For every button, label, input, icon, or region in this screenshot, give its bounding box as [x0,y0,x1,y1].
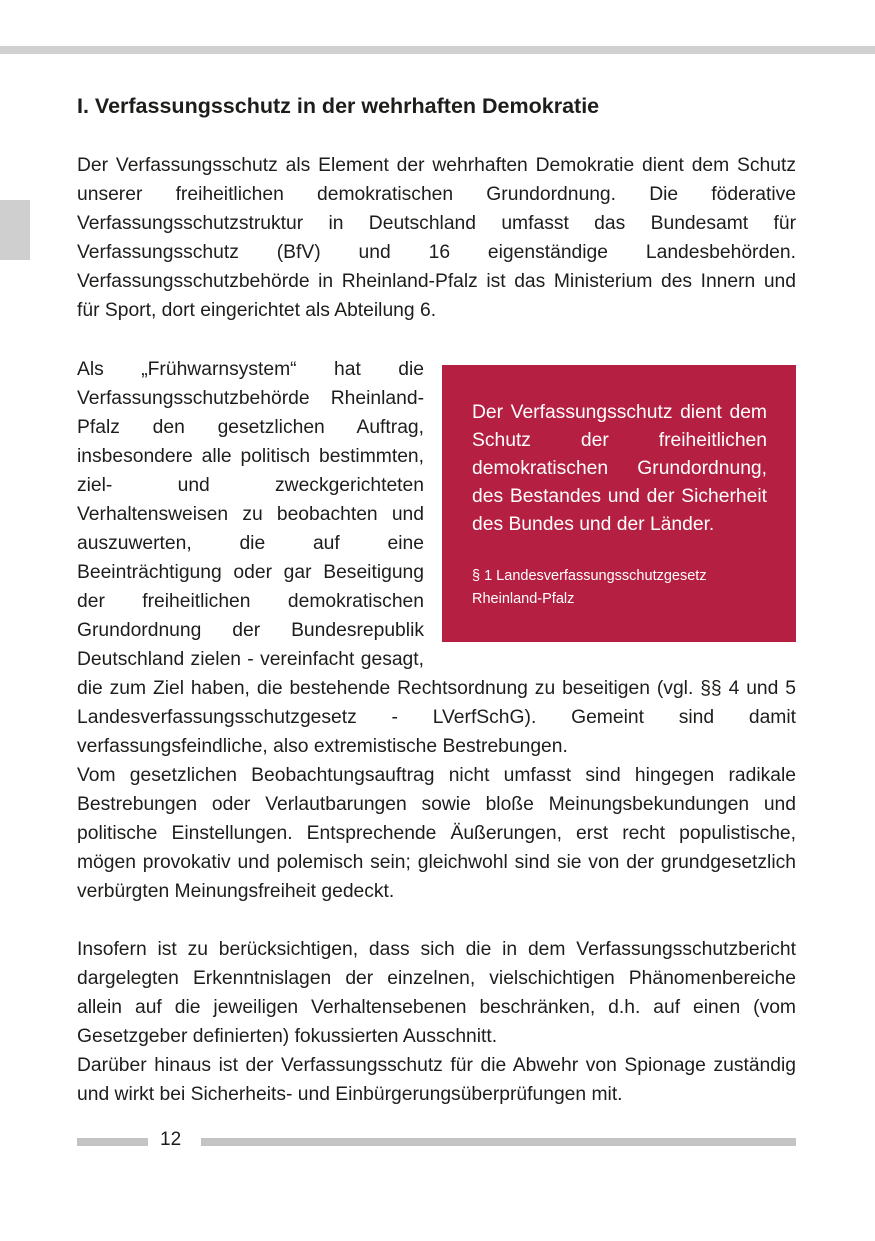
scope-paragraph: Vom gesetzlichen Beobachtungsauftrag nicht umfasst sind hingegen radikale Bestrebungen oder Verlautbarungen sowie bloße Meinungsbekundungen und politische Einstellungen. Entsprechende Äußerungen, erst recht populistische, mögen provokativ und polemisch sein; gleichwohl sind sie von der grundgesetzlich verbürgten Meinungsfreiheit gedeckt. [77,765,796,902]
mandate-paragraph: Als „Frühwarnsystem“ hat die Verfassungsschutzbehörde Rheinland-Pfalz den gesetzlichen Auftrag, insbesondere alle politisch bestimmten, ziel- und zweckgerichteten Verhaltensweisen zu beobachten und auszuwerten, die auf eine Beeinträchtigung oder gar Beseitigung der freiheitlichen demokratischen Grundordnung der Bundesrepublik Deutschland zielen - vereinfacht gesagt, die zum Ziel haben, die bestehende Rechtsordnung zu beseitigen (vgl. §§ 4 und 5 Landesverfassungsschutzgesetz - LVerfSchG). Gemeint sind damit verfassungsfeindliche, also extremistische Bestrebungen. [77,359,796,757]
quote-source-state: Rheinland-Pfalz [472,591,575,607]
top-divider [0,46,875,54]
mandate-block [77,355,796,906]
page-number: 12 [160,1129,182,1150]
footer-rule-right [201,1138,796,1146]
section-heading: I. Verfassungsschutz in der wehrhaften Demokratie [77,94,600,118]
counterintelligence-paragraph: Darüber hinaus ist der Verfassungsschutz für die Abwehr von Spionage zuständig und wirkt bei Sicherheits- und Einbürgerungsüberprüfungen mit. [77,1055,796,1105]
side-tab-marker [0,200,30,260]
quote-source-law: § 1 Landesverfassungsschutzgesetz [472,568,707,584]
footer-rule-left [77,1138,148,1146]
intro-paragraph: Der Verfassungsschutz als Element der wehrhaften Demokratie dient dem Schutz unserer freiheitlichen demokratischen Grundordnung. Die föderative Verfassungsschutzstruktur in Deutschland umfasst das Bundesamt für Verfassungsschutz (BfV) und 16 eigenständige Landesbehörden. Verfassungsschutzbehörde in Rheinland-Pfalz ist das Ministerium des Innern und für Sport, dort eingerichtet als Abteilung 6. [77,155,796,321]
quote-text: Der Verfassungsschutz dient dem Schutz der freiheitlichen demokratischen Grundordnung, des Bestandes und der Sicherheit des Bundes und der Länder. [472,402,767,535]
quote-source [472,565,767,611]
findings-paragraph: Insofern ist zu berücksichtigen, dass sich die in dem Verfassungsschutzbericht dargelegten Erkenntnislagen der einzelnen, vielschichtigen Phänomenbereiche allein auf die jeweiligen Verhaltensebenen beschränken, d.h. auf einen (vom Gesetzgeber definierten) fokussierten Ausschnitt. [77,939,796,1047]
closing-block [77,935,796,1109]
quote-box [442,365,796,642]
